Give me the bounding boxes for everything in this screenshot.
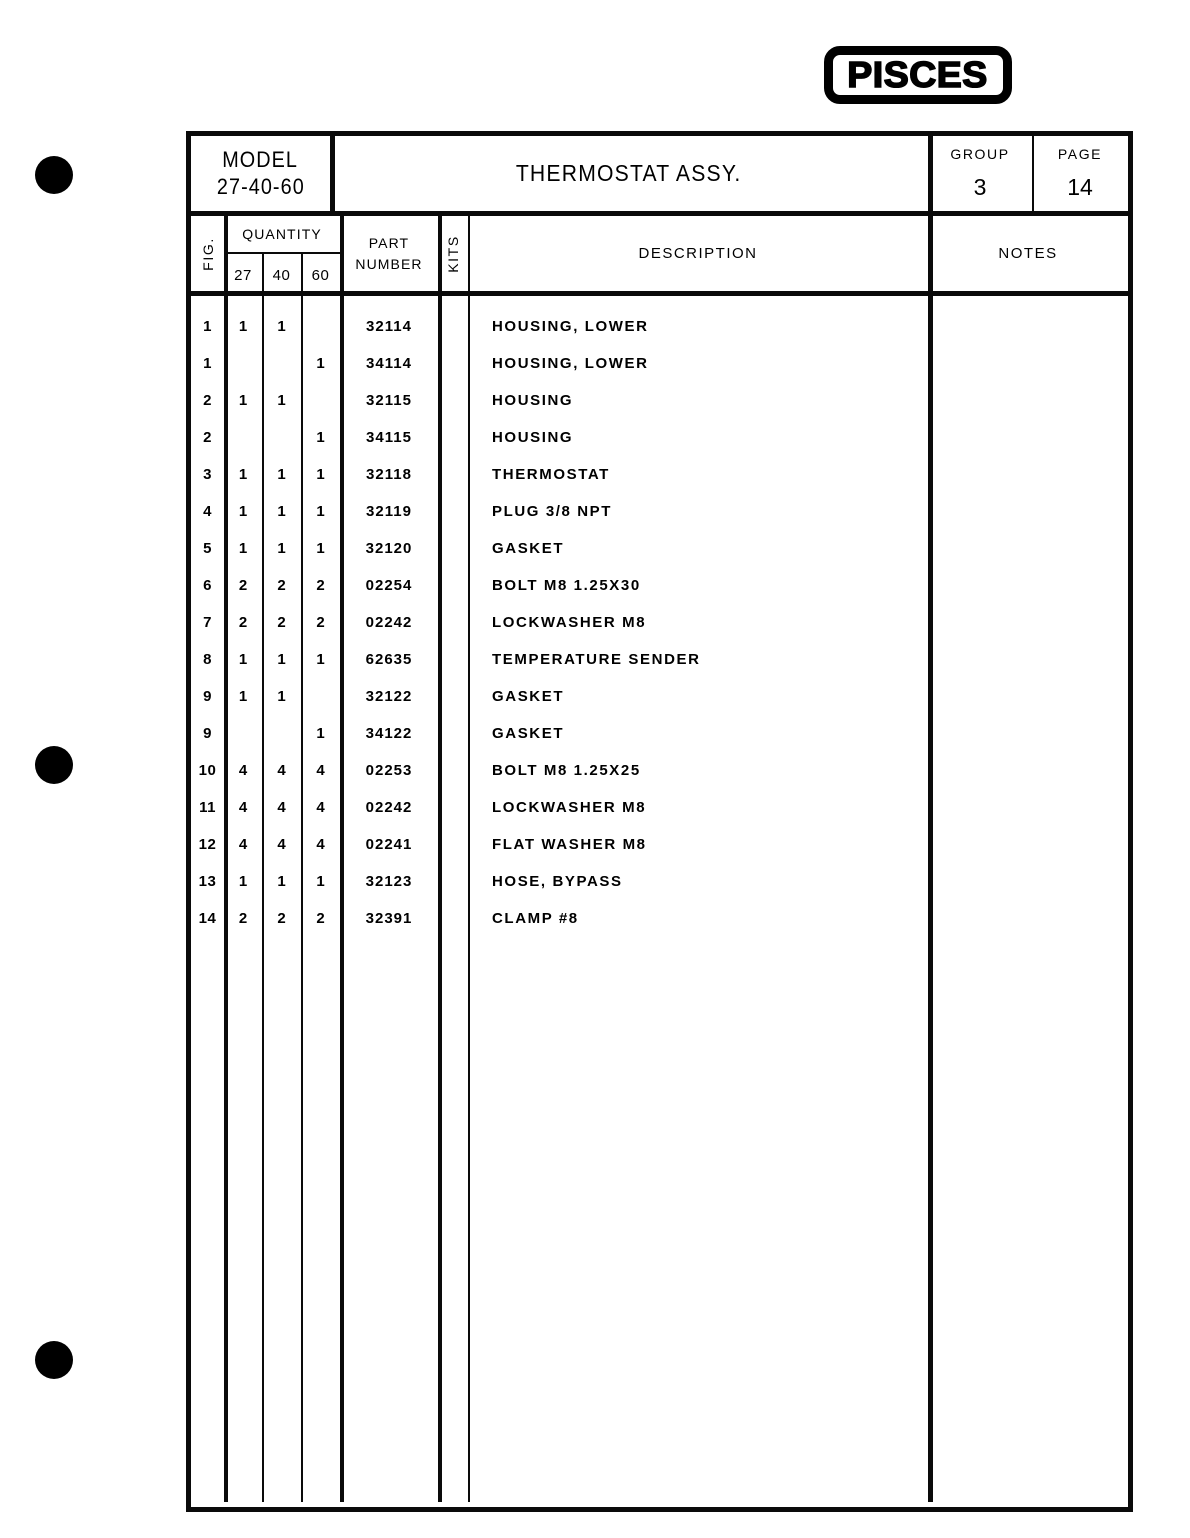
row-qty-40: 1 <box>277 688 286 705</box>
row-qty-60: 4 <box>316 799 325 816</box>
row-qty-40: 1 <box>277 318 286 335</box>
row-part-number: 32118 <box>366 466 412 483</box>
table-row <box>191 789 1128 826</box>
row-qty-27: 2 <box>238 614 248 631</box>
row-qty-40: 2 <box>277 910 286 927</box>
row-part-number: 02241 <box>365 836 413 853</box>
row-qty-40: 4 <box>277 762 286 779</box>
header-quantity-label: QUANTITY <box>242 226 322 242</box>
row-qty-27: 1 <box>238 392 248 409</box>
row-description: HOUSING, LOWER <box>492 355 649 372</box>
group-label: GROUP <box>950 146 1010 162</box>
row-qty-40: 1 <box>277 873 286 890</box>
row-description: GASKET <box>492 688 565 705</box>
row-qty-60 <box>301 382 340 419</box>
table-row <box>191 715 1128 752</box>
page-value: 14 <box>1067 174 1093 200</box>
table-row <box>191 900 1128 937</box>
table-row <box>191 308 1128 345</box>
row-part-number: 32119 <box>366 503 412 520</box>
row-qty-60: 1 <box>316 725 325 742</box>
row-part-number: 34115 <box>366 429 412 446</box>
pisces-logo <box>824 46 1012 104</box>
row-description: CLAMP #8 <box>492 910 579 927</box>
table-row <box>191 641 1128 678</box>
row-part-number: 32122 <box>365 688 413 705</box>
row-qty-40: 2 <box>277 614 286 631</box>
table-row <box>191 456 1128 493</box>
row-part-number: 32391 <box>365 910 413 927</box>
assembly-title: THERMOSTAT ASSY. <box>516 160 742 186</box>
row-qty-60 <box>301 678 340 715</box>
row-fig: 1 <box>203 318 212 335</box>
row-qty-40: 4 <box>277 836 286 853</box>
row-qty-60: 4 <box>316 762 325 779</box>
header-qty-27-label: 27 <box>234 266 252 284</box>
row-qty-40: 1 <box>277 503 286 520</box>
table-row <box>191 345 1128 382</box>
header-qty-40-label: 40 <box>272 266 291 284</box>
parts-catalog-sheet <box>186 131 1133 1512</box>
row-part-number: 32123 <box>365 873 413 890</box>
row-fig: 1 <box>203 355 212 372</box>
header-description-label: DESCRIPTION <box>638 245 758 262</box>
row-fig: 8 <box>203 651 212 668</box>
row-part-number: 32120 <box>365 540 413 557</box>
model-cell <box>191 136 330 211</box>
table-row <box>191 863 1128 900</box>
row-qty-27: 1 <box>238 466 248 483</box>
row-fig: 4 <box>203 503 212 520</box>
header-kits-label: KITS <box>445 234 461 273</box>
table-row <box>191 382 1128 419</box>
table-row <box>191 826 1128 863</box>
row-description: THERMOSTAT <box>492 466 610 483</box>
row-qty-60 <box>301 308 340 345</box>
row-description: BOLT M8 1.25X25 <box>492 762 641 779</box>
row-fig: 10 <box>198 762 217 779</box>
row-qty-27: 1 <box>238 503 248 520</box>
row-fig: 12 <box>198 836 217 853</box>
assembly-title-cell <box>330 136 928 211</box>
row-qty-40: 1 <box>277 651 286 668</box>
group-cell <box>928 136 1032 211</box>
row-qty-60: 4 <box>316 836 325 853</box>
row-qty-60: 2 <box>316 614 325 631</box>
row-fig: 9 <box>203 688 212 705</box>
row-qty-60: 1 <box>316 873 325 890</box>
row-part-number: 34122 <box>365 725 413 742</box>
hole-punch-middle <box>35 746 73 784</box>
row-qty-60: 1 <box>316 355 325 372</box>
header-kits <box>438 216 468 291</box>
row-part-number: 02242 <box>365 614 413 631</box>
row-fig: 2 <box>203 429 212 446</box>
row-description: GASKET <box>492 725 565 742</box>
table-row <box>191 604 1128 641</box>
header-quantity <box>224 216 340 254</box>
header-qty-60 <box>301 254 340 296</box>
row-qty-40 <box>262 345 301 382</box>
row-part-number: 02253 <box>365 762 413 779</box>
hole-punch-top <box>35 156 73 194</box>
header-description <box>468 216 928 291</box>
row-qty-60: 1 <box>316 651 325 668</box>
page-label: PAGE <box>1057 146 1103 162</box>
table-row <box>191 678 1128 715</box>
row-qty-27: 1 <box>238 540 248 557</box>
row-fig: 13 <box>198 873 217 890</box>
table-row <box>191 493 1128 530</box>
row-part-number: 32115 <box>366 392 412 409</box>
row-qty-27: 1 <box>238 873 248 890</box>
header-qty-60-label: 60 <box>311 266 330 284</box>
model-label: MODEL <box>222 146 299 172</box>
row-qty-27 <box>224 345 262 382</box>
title-band <box>191 136 1128 216</box>
row-qty-27: 1 <box>238 318 248 335</box>
header-fig-label: FIG. <box>199 236 216 271</box>
row-qty-40 <box>262 419 301 456</box>
row-qty-27: 4 <box>238 836 248 853</box>
row-qty-27: 4 <box>238 762 248 779</box>
row-qty-27 <box>224 419 262 456</box>
row-qty-27: 4 <box>238 799 248 816</box>
logo-frame <box>824 46 1012 104</box>
row-description: BOLT M8 1.25X30 <box>492 577 641 594</box>
row-description: PLUG 3/8 NPT <box>492 503 613 520</box>
row-qty-40: 4 <box>277 799 286 816</box>
model-value: 27-40-60 <box>216 173 305 199</box>
row-qty-60: 1 <box>316 466 325 483</box>
group-value: 3 <box>973 174 987 200</box>
parts-row-list <box>191 296 1128 937</box>
row-description: LOCKWASHER M8 <box>492 614 647 631</box>
row-description: LOCKWASHER M8 <box>492 799 647 816</box>
row-fig: 9 <box>203 725 212 742</box>
header-part-line2: NUMBER <box>355 255 423 272</box>
row-part-number: 34114 <box>366 355 412 372</box>
row-fig: 3 <box>203 466 212 483</box>
row-fig: 14 <box>198 910 217 927</box>
row-qty-27: 2 <box>238 577 248 594</box>
row-description: GASKET <box>492 540 565 557</box>
row-qty-60: 1 <box>316 429 325 446</box>
row-part-number: 32114 <box>366 318 412 335</box>
page-cell <box>1032 136 1128 211</box>
row-qty-60: 1 <box>316 540 325 557</box>
row-description: TEMPERATURE SENDER <box>492 651 701 668</box>
row-qty-60: 1 <box>316 503 325 520</box>
row-fig: 7 <box>203 614 212 631</box>
table-row <box>191 567 1128 604</box>
row-description: HOUSING, LOWER <box>492 318 649 335</box>
parts-table-body <box>191 296 1128 1502</box>
row-qty-27: 1 <box>238 651 248 668</box>
row-part-number: 02242 <box>365 799 413 816</box>
table-row <box>191 419 1128 456</box>
row-description: FLAT WASHER M8 <box>492 836 647 853</box>
row-fig: 11 <box>199 799 216 816</box>
header-fig <box>191 216 224 291</box>
logo-text: PISCES <box>847 54 989 95</box>
header-part-number <box>340 216 438 291</box>
row-qty-60: 2 <box>316 577 325 594</box>
row-qty-27: 2 <box>238 910 248 927</box>
header-notes <box>928 216 1128 291</box>
row-description: HOUSING <box>492 392 574 409</box>
row-fig: 6 <box>203 577 212 594</box>
hole-punch-bottom <box>35 1341 73 1379</box>
table-row <box>191 752 1128 789</box>
row-qty-27 <box>224 715 262 752</box>
row-fig: 5 <box>203 540 212 557</box>
row-description: HOUSING <box>492 429 574 446</box>
row-qty-60: 2 <box>316 910 325 927</box>
header-notes-label: NOTES <box>998 245 1058 262</box>
header-part-line1: PART <box>368 235 410 252</box>
column-header-band <box>191 216 1128 296</box>
row-description: HOSE, BYPASS <box>492 873 623 890</box>
row-qty-40: 2 <box>277 577 286 594</box>
row-fig: 2 <box>203 392 212 409</box>
header-qty-27 <box>224 254 262 296</box>
table-row <box>191 530 1128 567</box>
row-qty-40: 1 <box>277 466 286 483</box>
row-qty-27: 1 <box>238 688 248 705</box>
row-qty-40 <box>262 715 301 752</box>
row-qty-40: 1 <box>277 540 286 557</box>
row-part-number: 02254 <box>365 577 413 594</box>
header-qty-40 <box>262 254 301 296</box>
row-qty-40: 1 <box>277 392 286 409</box>
row-part-number: 62635 <box>365 651 413 668</box>
